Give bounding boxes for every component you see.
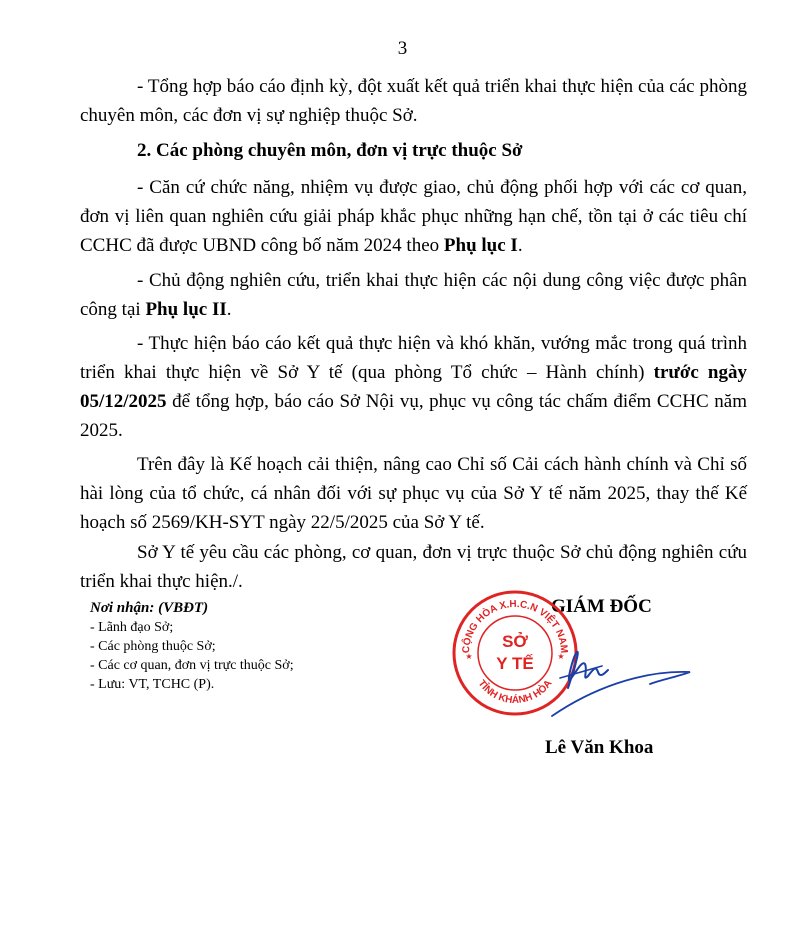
deadline: trước ngày 05/12/2025 [80, 362, 748, 412]
recipient-item: - Lãnh đạo Sở; [90, 620, 174, 635]
seal-line-1: SỞ [502, 632, 528, 651]
paragraph-reporting-end: để tổng hợp, báo cáo Sở Nội vụ, phục vụ công tác chấm điểm CCHC năm 2025. [80, 391, 747, 441]
paragraph-research [80, 266, 747, 324]
recipient-item: - Các cơ quan, đơn vị trực thuộc Sở; [90, 658, 294, 673]
seal-top-text: CỘNG HÒA X.H.C.N VIỆT NAM [460, 598, 570, 654]
appendix-1-ref: Phụ lục I [443, 235, 518, 256]
appendix-2-ref: Phụ lục II [145, 299, 227, 320]
handwritten-signature-icon [530, 630, 705, 725]
seal-bottom-text: TỈNH KHÁNH HÒA [475, 678, 555, 707]
signer-name: Lê Văn Khoa [545, 737, 654, 758]
paragraph-conclusion: Trên đây là Kế hoạch cải thiện, nâng cao Chỉ số Cải cách hành chính và Chỉ số hài lòng của tổ chức, cá nhân đối với sự phục vụ của Sở Y tế năm 2025, thay thế Kế hoạch số 2569/KH-SYT ngày 22/5/2025 của Sở Y tế. [80, 454, 747, 533]
recipient-item: - Các phòng thuộc Sở; [90, 639, 216, 654]
signer-title: GIÁM ĐỐC [551, 596, 652, 617]
paragraph-research-text: - Chủ động nghiên cứu, triển khai thực hiện các nội dung công việc được phân công tại [80, 270, 747, 320]
seal-star-icon: ★ [465, 652, 473, 661]
paragraph-coordination [80, 173, 747, 260]
recipient-item: - Lưu: VT, TCHC (P). [90, 677, 215, 692]
seal-line-2: Y TẾ [496, 654, 534, 673]
recipients-title: Nơi nhận: (VBĐT) [90, 600, 209, 616]
paragraph-coordination-text: - Căn cứ chức năng, nhiệm vụ được giao, chủ động phối hợp với các cơ quan, đơn vị liên quan nghiên cứu giải pháp khắc phục những hạn chế, tồn tại ở các tiêu chí CCHC đã được UBND công bố năm 2024 theo [80, 177, 747, 256]
paragraph-reporting-text: - Thực hiện báo cáo kết quả thực hiện và khó khăn, vướng mắc trong quá trình triển khai thực hiện về Sở Y tế (qua phòng Tổ chức – Hành chính) [80, 333, 747, 383]
paragraph-research-end: . [226, 299, 232, 320]
section-heading: 2. Các phòng chuyên môn, đơn vị trực thuộc Sở [137, 140, 523, 161]
seal-star-icon: ★ [557, 652, 565, 661]
paragraph-summary-report: - Tổng hợp báo cáo định kỳ, đột xuất kết quả triển khai thực hiện của các phòng chuyên môn, các đơn vị sự nghiệp thuộc Sở. [80, 76, 747, 126]
paragraph-coordination-end: . [517, 235, 523, 256]
recipients-block [90, 599, 294, 694]
page-number: 3 [397, 38, 408, 59]
paragraph-request: Sở Y tế yêu cầu các phòng, cơ quan, đơn vị trực thuộc Sở chủ động nghiên cứu triển khai thực hiện./. [80, 542, 747, 592]
paragraph-reporting [80, 329, 747, 445]
